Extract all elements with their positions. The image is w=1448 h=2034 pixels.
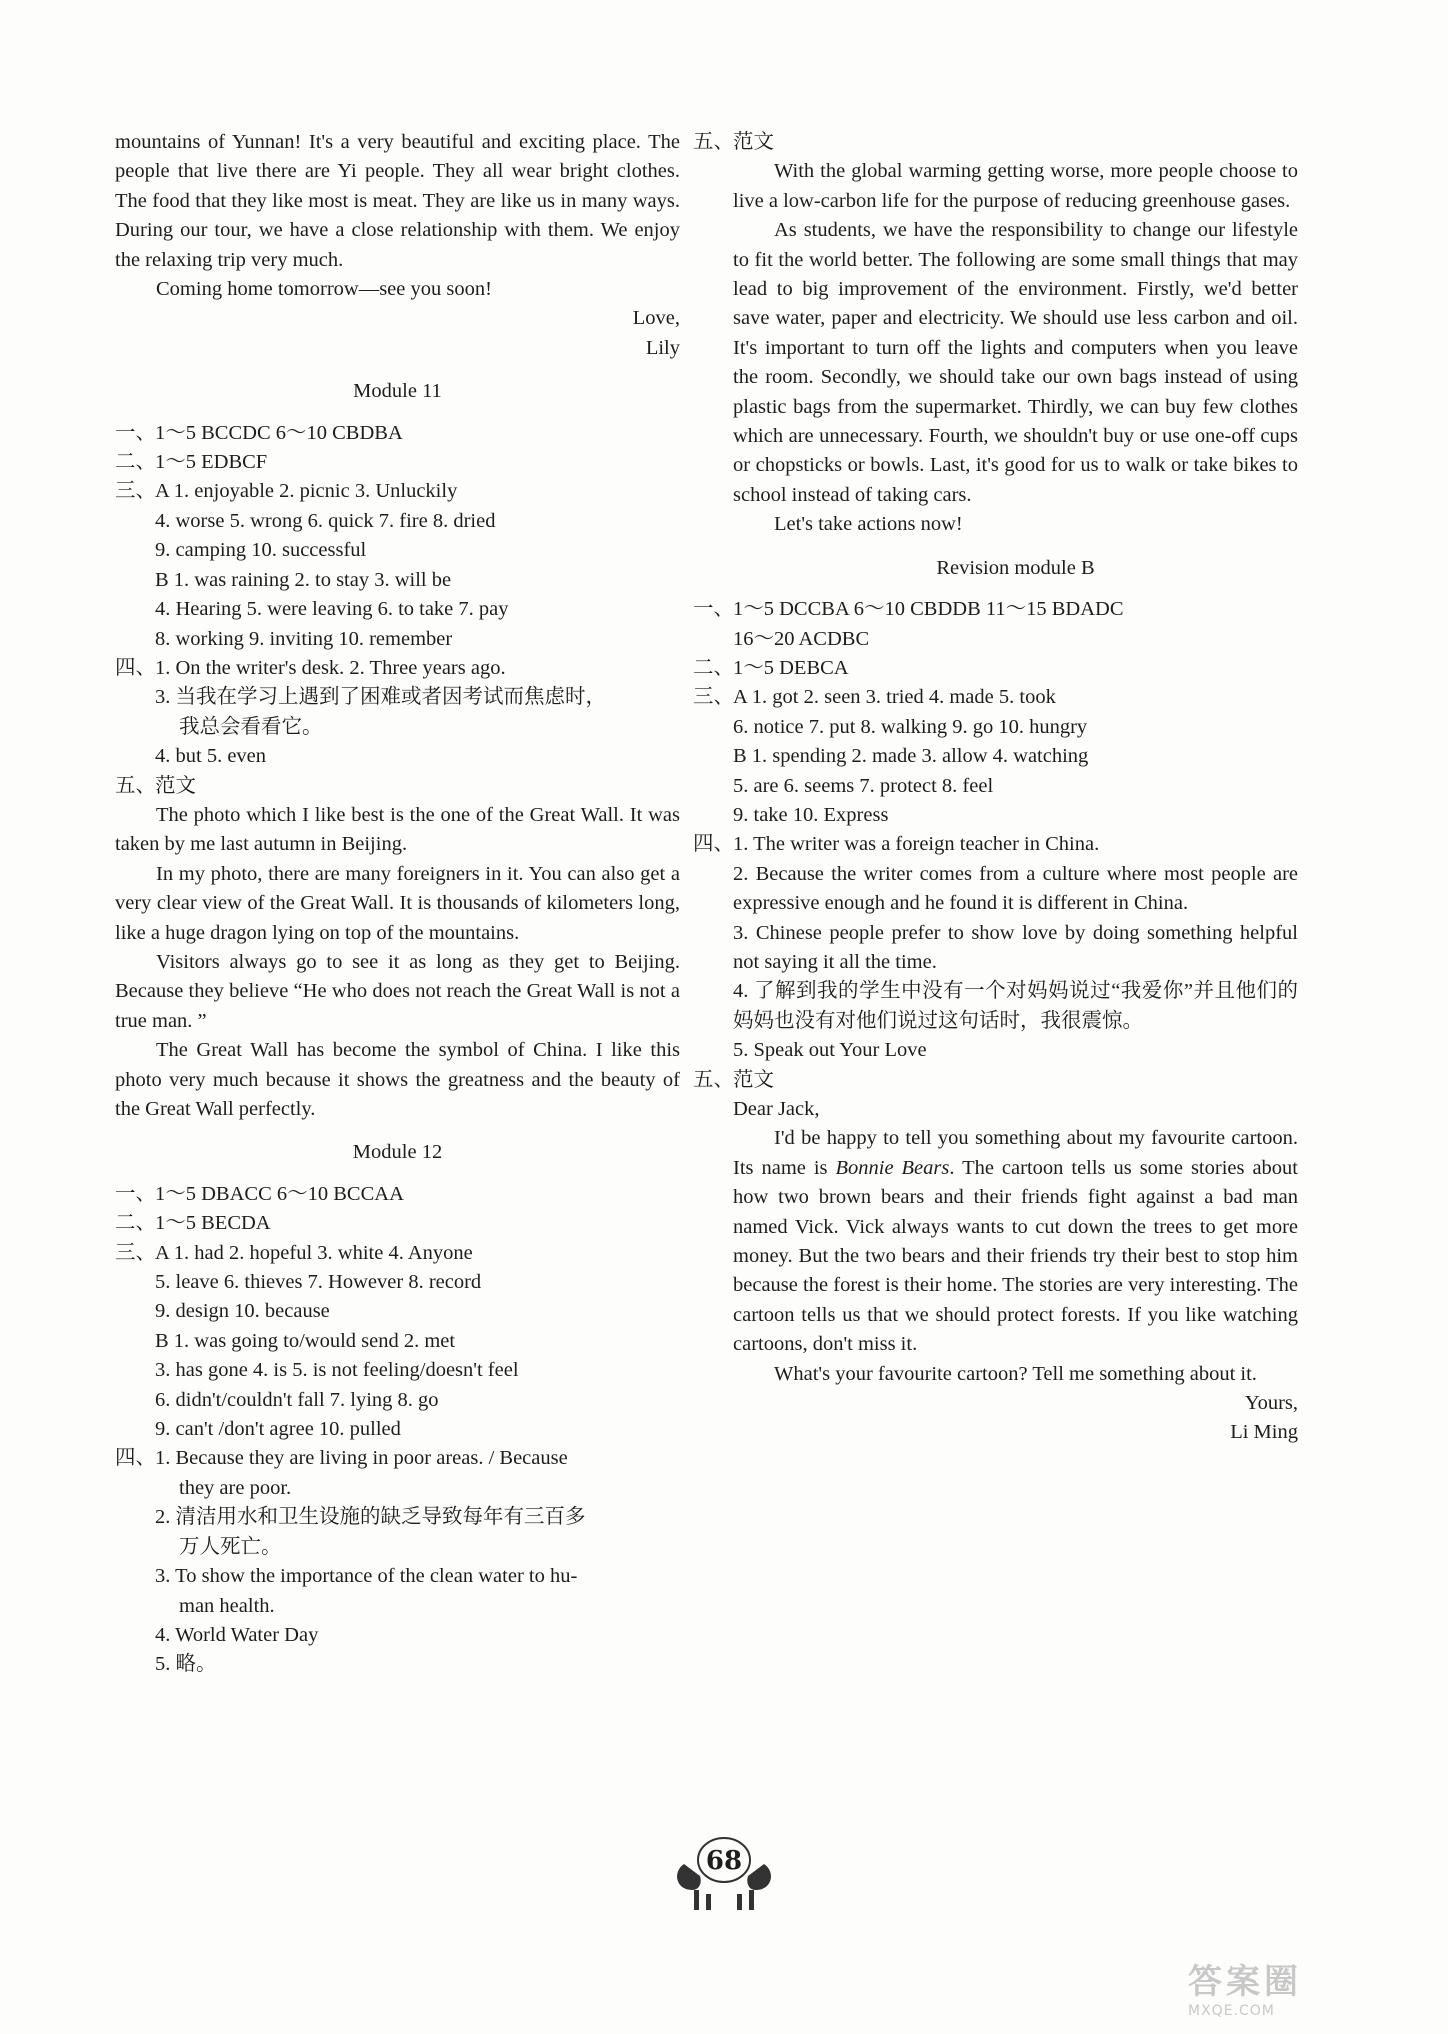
rb-part-5 [693,1066,1298,1095]
answer-line: 6. notice 7. put 8. walking 9. go 10. hungry [733,715,1088,738]
section-title: 范文 [155,774,196,797]
section-label: 一、 [115,421,156,444]
answer-line: 16～20 ACDBC [733,627,870,650]
answer-line: 1～5 BECDA [155,1212,271,1235]
answer-line: 我总会看看它。 [179,715,323,738]
m12-part-3 [115,1239,680,1268]
answer-line: 1. Because they are living in poor areas. / Because [155,1447,568,1470]
essay-paragraph: As students, we have the responsibility to change our lifestyle to fit the world better. The following are some small things that may lead to big improvement of the environment. Firstly, we'd better save water, paper and electricity. We should use less carbon and oil. It's important to turn off the lights and computers when you leave the room. Secondly, we should take our own bags instead of using plastic bags from the supermarket. Thirdly, we can buy few clothes which are unnecessary. Fourth, we shouldn't buy or use one-off cups or chopsticks or bowls. Last, it's good for us to walk or take bikes to school instead of taking cars. [733,219,1298,506]
answer-line: 3. has gone 4. is 5. is not feeling/doesn't feel [155,1359,519,1382]
answer-line: they are poor. [179,1476,292,1499]
answer-line: 9. can't /don't agree 10. pulled [155,1418,401,1441]
revision-module-title: Revision module B [936,556,1095,579]
section-label: 三、 [115,480,156,503]
answer-line: 9. design 10. because [155,1300,330,1323]
essay-paragraph: Visitors always go to see it as long as they get to Beijing. Because they believe “He who does not reach the Great Wall is not a true man. ” [115,950,680,1032]
answer-line: 2. 清洁用水和卫生设施的缺乏导致每年有三百多 [155,1506,586,1529]
section-label: 一、 [693,598,734,621]
answer-line: A 1. got 2. seen 3. tried 4. made 5. took [733,686,1056,709]
answer-line: B 1. was going to/would send 2. met [155,1329,456,1352]
answer-line: 4. Hearing 5. were leaving 6. to take 7. pay [155,598,509,621]
answer-line: 1～5 DBACC 6～10 BCCAA [155,1182,404,1205]
watermark-text: 答案圈 [1188,1962,1302,2002]
watermark-logo [1188,1954,1428,2024]
rb-part-1 [693,595,1298,624]
m12-part-1 [115,1180,680,1209]
answer-line: 1～5 DEBCA [733,656,849,679]
essay-paragraph: With the global warming getting worse, more people choose to live a low-carbon life for the purpose of reducing greenhouse gases. [733,160,1298,212]
m11-part-5 [115,772,680,801]
section-label: 三、 [693,686,734,709]
answer-line: 4. 了解到我的学生中没有一个对妈妈说过“我爱你”并且他们的妈妈也没有对他们说过这句话时，我很震惊。 [733,980,1298,1032]
section-label: 五、 [693,131,734,153]
answer-line: 5. 略。 [155,1653,217,1676]
answer-line: 万人死亡。 [179,1535,282,1558]
letter-signature: Lily [645,336,680,359]
m11-part-3 [115,477,680,506]
rb-part-4 [693,830,1298,859]
letter-paragraph: What's your favourite cartoon? Tell me something about it. [774,1362,1257,1385]
m11-part-4 [115,654,680,683]
letter-text: I'd be happy to tell you something about my favourite cartoon. Its name is [733,1127,1298,1179]
left-column [115,128,680,1680]
letter-line: Coming home tomorrow—see you soon! [156,278,492,301]
m12-part-5 [693,128,1298,157]
revision-module-b-section [693,554,1298,1095]
letter-signature: Li Ming [1230,1421,1298,1444]
section-label: 四、 [693,833,734,856]
answer-line: 6. didn't/couldn't fall 7. lying 8. go [155,1388,439,1411]
letter-body: mountains of Yunnan! It's a very beautiful and exciting place. The people that live there are Yi people. They all wear bright clothes. The food that they like most is meat. They are like us in many ways. During our tour, we have a close relationship with them. We enjoy the relaxing trip very much. [115,131,680,271]
answer-line: 5. leave 6. thieves 7. However 8. record [155,1271,482,1294]
answer-line: 1. On the writer's desk. 2. Three years ago. [155,656,506,679]
answer-line: 3. Chinese people prefer to show love by doing something helpful not saying it all the time. [733,921,1298,973]
section-label: 二、 [693,656,734,679]
answer-line: B 1. was raining 2. to stay 3. will be [155,568,452,591]
section-title: 范文 [733,1068,774,1091]
letter-closing: Yours, [1244,1392,1298,1415]
answer-line: 1. The writer was a foreign teacher in China. [733,833,1100,856]
answer-line: 4. worse 5. wrong 6. quick 7. fire 8. dried [155,509,496,532]
essay-paragraph: The Great Wall has become the symbol of China. I like this photo very much because it shows the greatness and the beauty of the Great Wall perfectly. [115,1039,680,1120]
page-number: 68 [705,1846,743,1876]
answer-line: man health. [179,1594,275,1617]
answer-line: 2. Because the writer comes from a culture where most people are expressive enough and he found it is different in China. [733,862,1298,915]
module-12-section [115,1138,680,1679]
m12-part-2 [115,1209,680,1238]
module-11-section [115,377,680,1124]
m11-part-1 [115,419,680,448]
section-label: 五、 [115,774,156,797]
answer-line: 1～5 EDBCF [155,451,268,474]
section-label: 三、 [115,1241,156,1264]
module-11-title: Module 11 [353,380,442,403]
essay-paragraph: The photo which I like best is the one of the Great Wall. It was taken by me last autumn in Beijing. [115,803,680,856]
section-label: 二、 [115,451,156,474]
module-12-title: Module 12 [352,1141,443,1164]
answer-line: 1～5 BCCDC 6～10 CBDBA [155,421,403,444]
section-title: 范文 [733,131,774,153]
letter-greeting: Dear Jack, [733,1098,820,1120]
essay-paragraph: Let's take actions now! [774,513,963,536]
section-label: 一、 [115,1182,156,1205]
answer-line: 3. 当我在学习上遇到了困难或者因考试而焦虑时， [155,686,606,709]
letter-closing: Love, [632,307,680,330]
section-label: 五、 [693,1068,734,1091]
right-column [693,128,1298,1448]
m11-part-2 [115,448,680,477]
section-label: 四、 [115,1447,156,1470]
rb-part-3 [693,683,1298,712]
answer-line: 5. Speak out Your Love [733,1039,927,1062]
essay-paragraph: In my photo, there are many foreigners in it. You can also get a very clear view of the Great Wall. It is thousands of kilometers long, like a huge dragon lying on top of the mountains. [115,862,680,944]
answer-line: 5. are 6. seems 7. protect 8. feel [733,774,994,797]
answer-line: A 1. had 2. hopeful 3. white 4. Anyone [155,1241,473,1264]
cartoon-title: Bonnie Bears [835,1156,950,1179]
letter-paragraph [733,1124,1298,1359]
letter-text: . The cartoon tells us some stories about how two brown bears and their friends fight against a bad man named Vick. Vick always wants to cut down the trees to get more money. But the two bears and their friends try their best to stop him because the forest is their home. The stories are very interesting. The cartoon tells us that we should protect forests. If you like watching cartoons, don't miss it. [733,1156,1298,1356]
section-label: 四、 [115,656,156,679]
watermark-url: MXQE.COM [1188,2003,1275,2019]
section-label: 二、 [115,1212,156,1235]
page-number-badge [664,1824,784,1914]
answer-line: 8. working 9. inviting 10. remember [155,627,453,650]
m12-part-4 [115,1444,680,1473]
rb-part-2 [693,654,1298,683]
answer-line: 9. camping 10. successful [155,539,367,562]
answer-line: 4. but 5. even [155,745,267,768]
answer-line: 3. To show the importance of the clean water to hu- [155,1565,578,1588]
answer-line: A 1. enjoyable 2. picnic 3. Unluckily [155,480,458,503]
answer-line: 1～5 DCCBA 6～10 CBDDB 11～15 BDADC [733,598,1124,621]
answer-line: B 1. spending 2. made 3. allow 4. watching [733,745,1089,768]
answer-line: 4. World Water Day [155,1623,319,1646]
answer-line: 9. take 10. Express [733,803,889,826]
